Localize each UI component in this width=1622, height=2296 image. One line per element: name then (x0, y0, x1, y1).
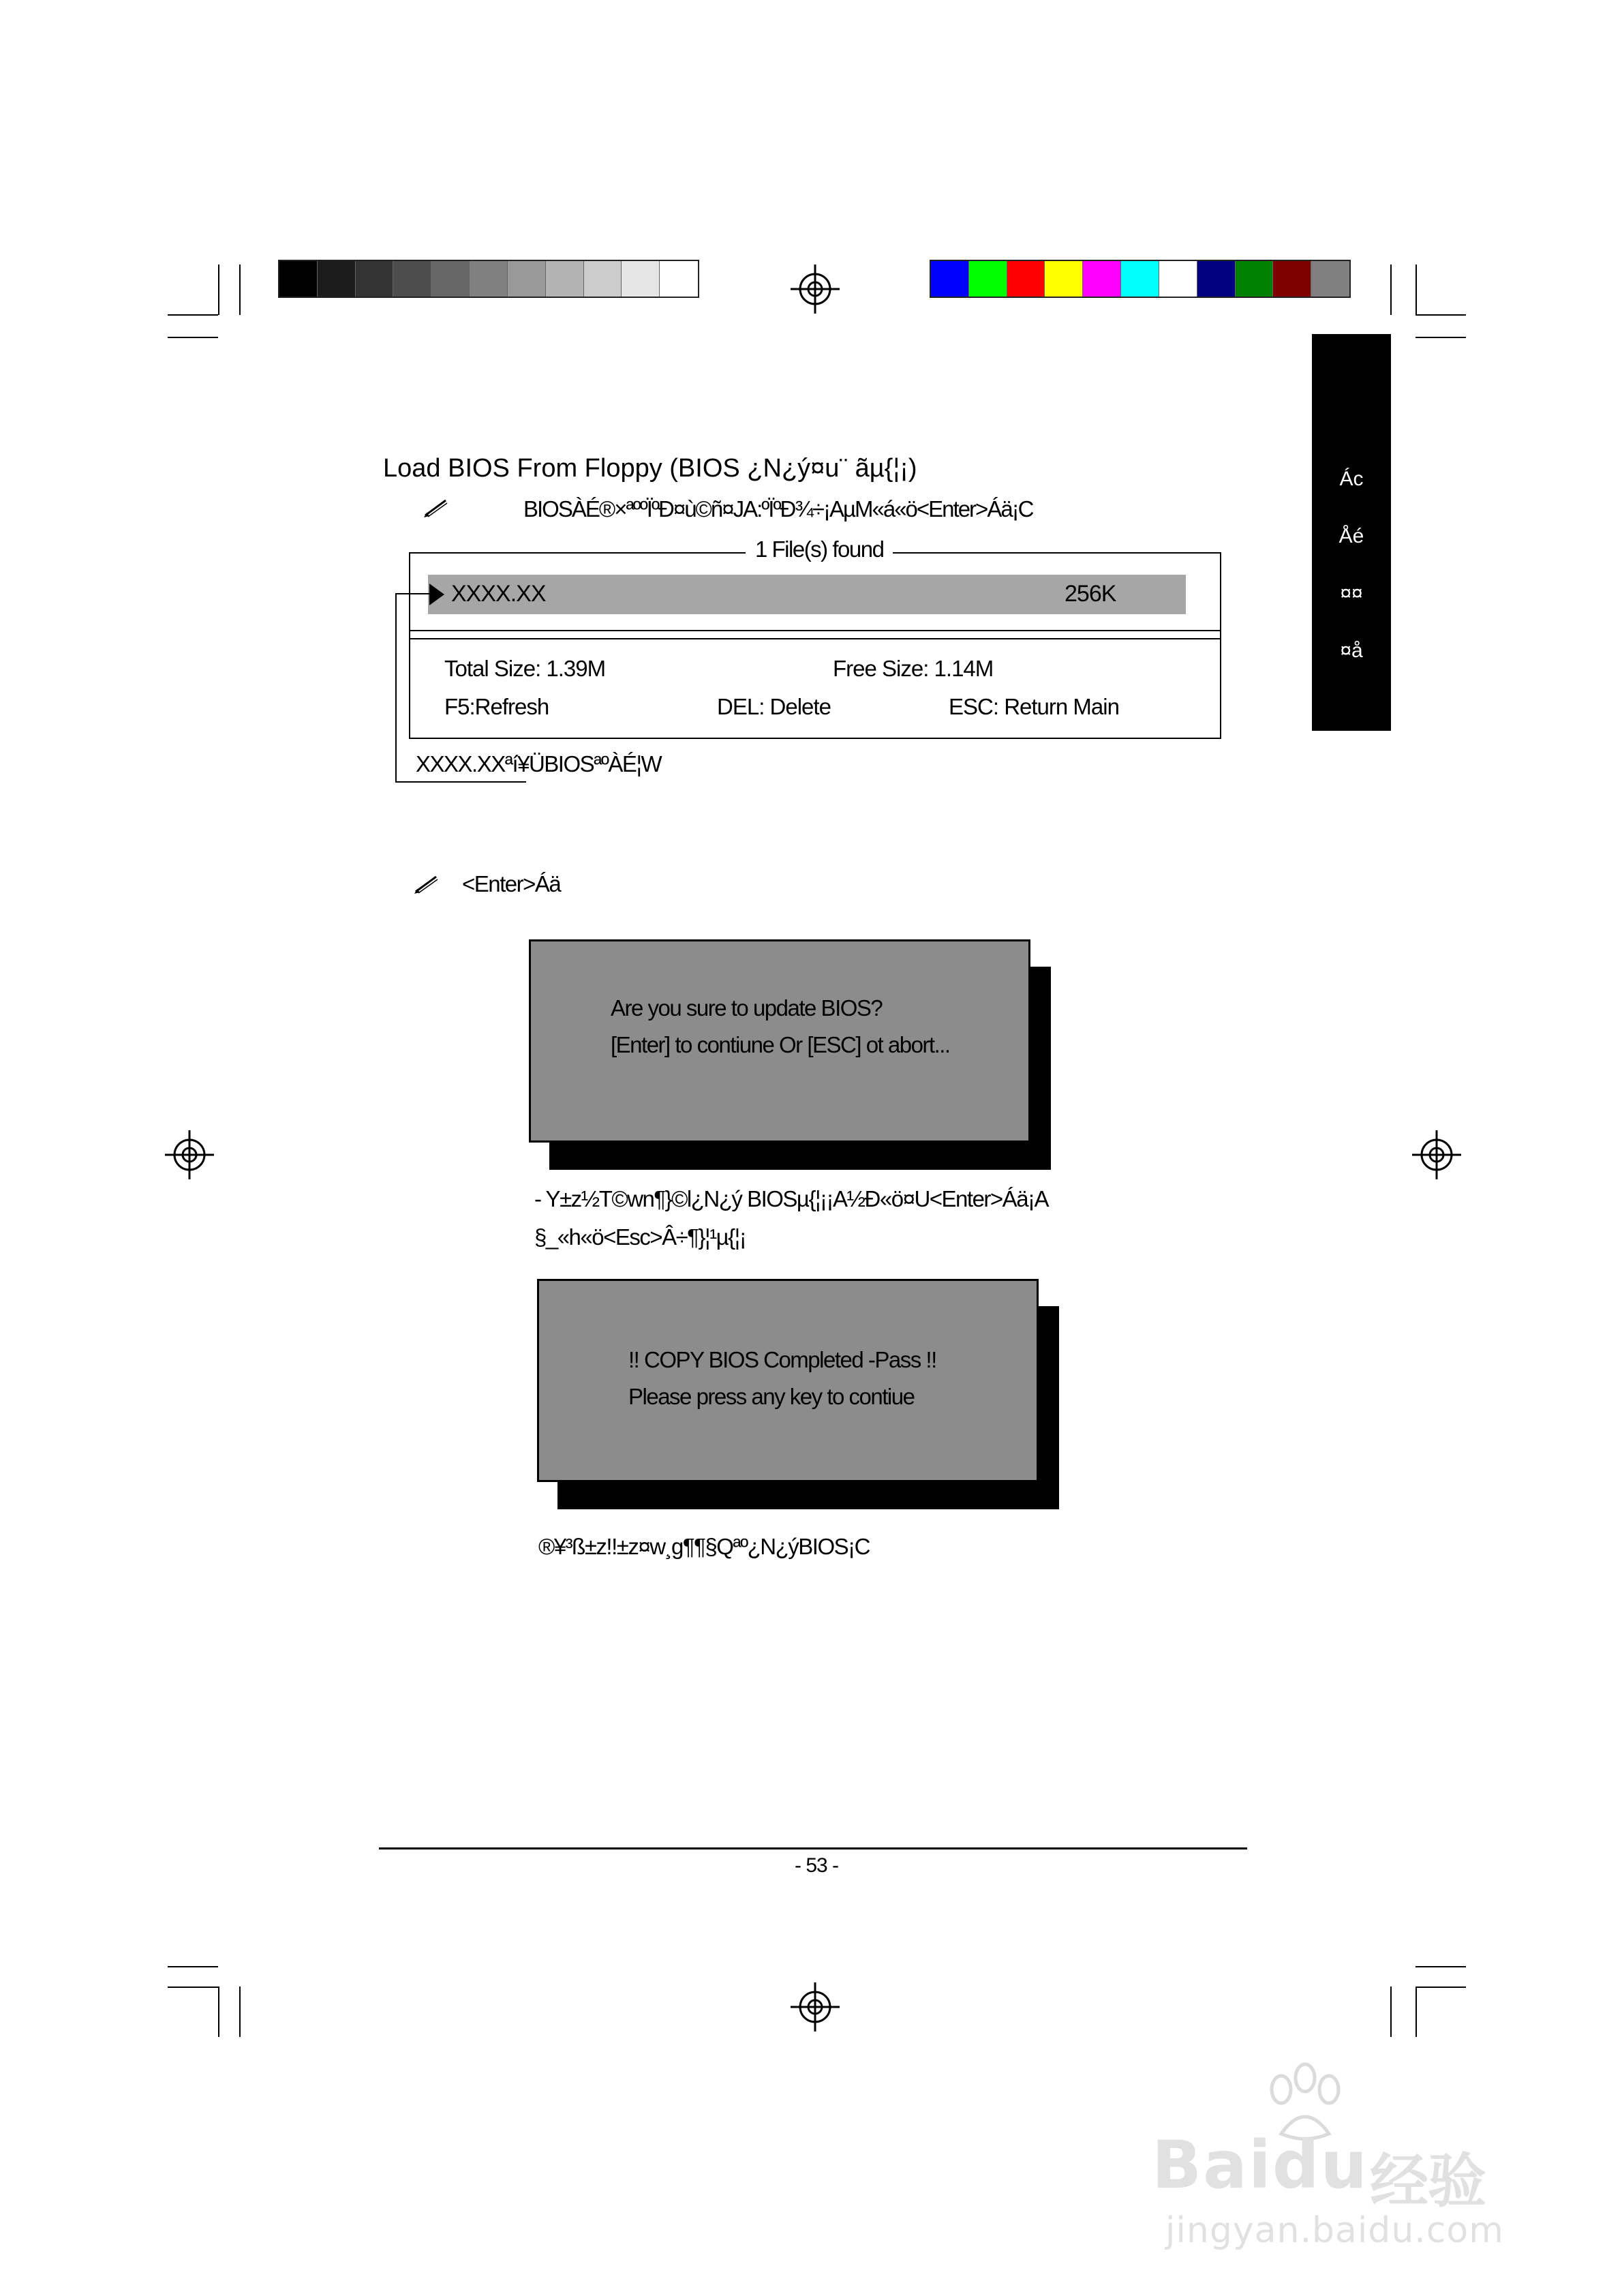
file-size: 256K (1065, 581, 1116, 607)
calibration-swatch (431, 261, 470, 297)
registration-target-icon (789, 263, 841, 315)
confirm-instruction: [Enter] to contiune Or [ESC] ot abort... (611, 1032, 950, 1057)
file-name-callout: XXXX.XXªí¥ÜBIOSªºÀÉ¦W (416, 751, 662, 776)
complete-caption: ®¥³ß±z!!±z¤w¸g¶¶§Qªº¿N¿ýBIOS¡C (538, 1534, 870, 1559)
registration-target-icon (1411, 1129, 1463, 1181)
dialog-divider (409, 638, 1221, 639)
complete-instruction: Please press any key to contiue (628, 1384, 915, 1409)
calibration-swatch (660, 261, 698, 297)
chapter-side-tab (1312, 334, 1391, 731)
return-main-key-hint[interactable]: ESC: Return Main (949, 694, 1119, 719)
calibration-swatch (1045, 261, 1083, 297)
calibration-swatch (1311, 261, 1349, 297)
calibration-swatch (1197, 261, 1236, 297)
calibration-swatch (546, 261, 584, 297)
calibration-swatch (279, 261, 318, 297)
calibration-swatch (470, 261, 508, 297)
complete-dialog (537, 1279, 1039, 1482)
callout-leader (395, 781, 526, 783)
file-name: XXXX.XX (451, 581, 546, 607)
section-note: BIOSÀÉ®×ªººÏºÐ¤ù©ñ¤JA:ºÏºÐ¾÷¡AµM«á«ö<Enter>Áä¡C (523, 496, 1033, 522)
callout-leader (395, 593, 429, 594)
calibration-swatch (356, 261, 394, 297)
watermark-suffix: 经验 (1370, 2147, 1486, 2216)
delete-key-hint[interactable]: DEL: Delete (717, 694, 831, 719)
enter-key-note: <Enter>Áä (462, 871, 561, 896)
calibration-swatch (931, 261, 969, 297)
refresh-key-hint[interactable]: F5:Refresh (444, 694, 549, 719)
grayscale-calibration-bar (278, 260, 699, 298)
calibration-swatch (1083, 261, 1121, 297)
color-calibration-bar (930, 260, 1351, 298)
registration-target-icon (164, 1129, 215, 1181)
section-title: Load BIOS From Floppy (BIOS ¿N¿ý¤u¨ ãµ{¦¡) (383, 454, 917, 483)
calibration-swatch (969, 261, 1007, 297)
dialog-divider (409, 630, 1221, 631)
pencil-note-icon (423, 498, 450, 518)
calibration-swatch (1159, 261, 1197, 297)
side-tab-item: ¤å (1340, 639, 1363, 662)
free-size: Free Size: 1.14M (833, 656, 994, 681)
calibration-swatch (1007, 261, 1045, 297)
pencil-note-icon (413, 874, 440, 894)
confirm-caption-line2: §_«h«ö<Esc>Â÷¶}¦¹µ{¦¡ (534, 1224, 746, 1250)
selection-arrow-icon (428, 582, 446, 607)
calibration-swatch (622, 261, 660, 297)
watermark-url: jingyan.baidu.com (1165, 2210, 1504, 2251)
calibration-swatch (1121, 261, 1159, 297)
footer-rule (379, 1847, 1247, 1849)
complete-status: !! COPY BIOS Completed -Pass !! (628, 1347, 936, 1372)
side-tab-item: ¤¤ (1340, 582, 1363, 605)
confirm-caption-line1: - Y±z½T©wn¶}©l¿N¿ý BIOSµ{¦¡¡A½Ð«ö¤U<Enter>Áä¡A (534, 1186, 1049, 1211)
page-number: - 53 - (795, 1854, 839, 1877)
side-tab-item: Åé (1338, 525, 1364, 547)
side-tab-item: Ác (1339, 468, 1364, 490)
calibration-swatch (508, 261, 546, 297)
dialog-title: 1 File(s) found (746, 536, 893, 563)
callout-leader (395, 593, 397, 783)
calibration-swatch (1236, 261, 1274, 297)
baidu-watermark (1152, 2059, 1533, 2263)
calibration-swatch (584, 261, 622, 297)
registration-target-icon (789, 1981, 841, 2033)
confirm-question: Are you sure to update BIOS? (611, 995, 883, 1021)
watermark-brand: Baidu (1152, 2127, 1368, 2203)
calibration-swatch (318, 261, 356, 297)
total-size: Total Size: 1.39M (444, 656, 606, 681)
calibration-swatch (1273, 261, 1311, 297)
calibration-swatch (393, 261, 431, 297)
